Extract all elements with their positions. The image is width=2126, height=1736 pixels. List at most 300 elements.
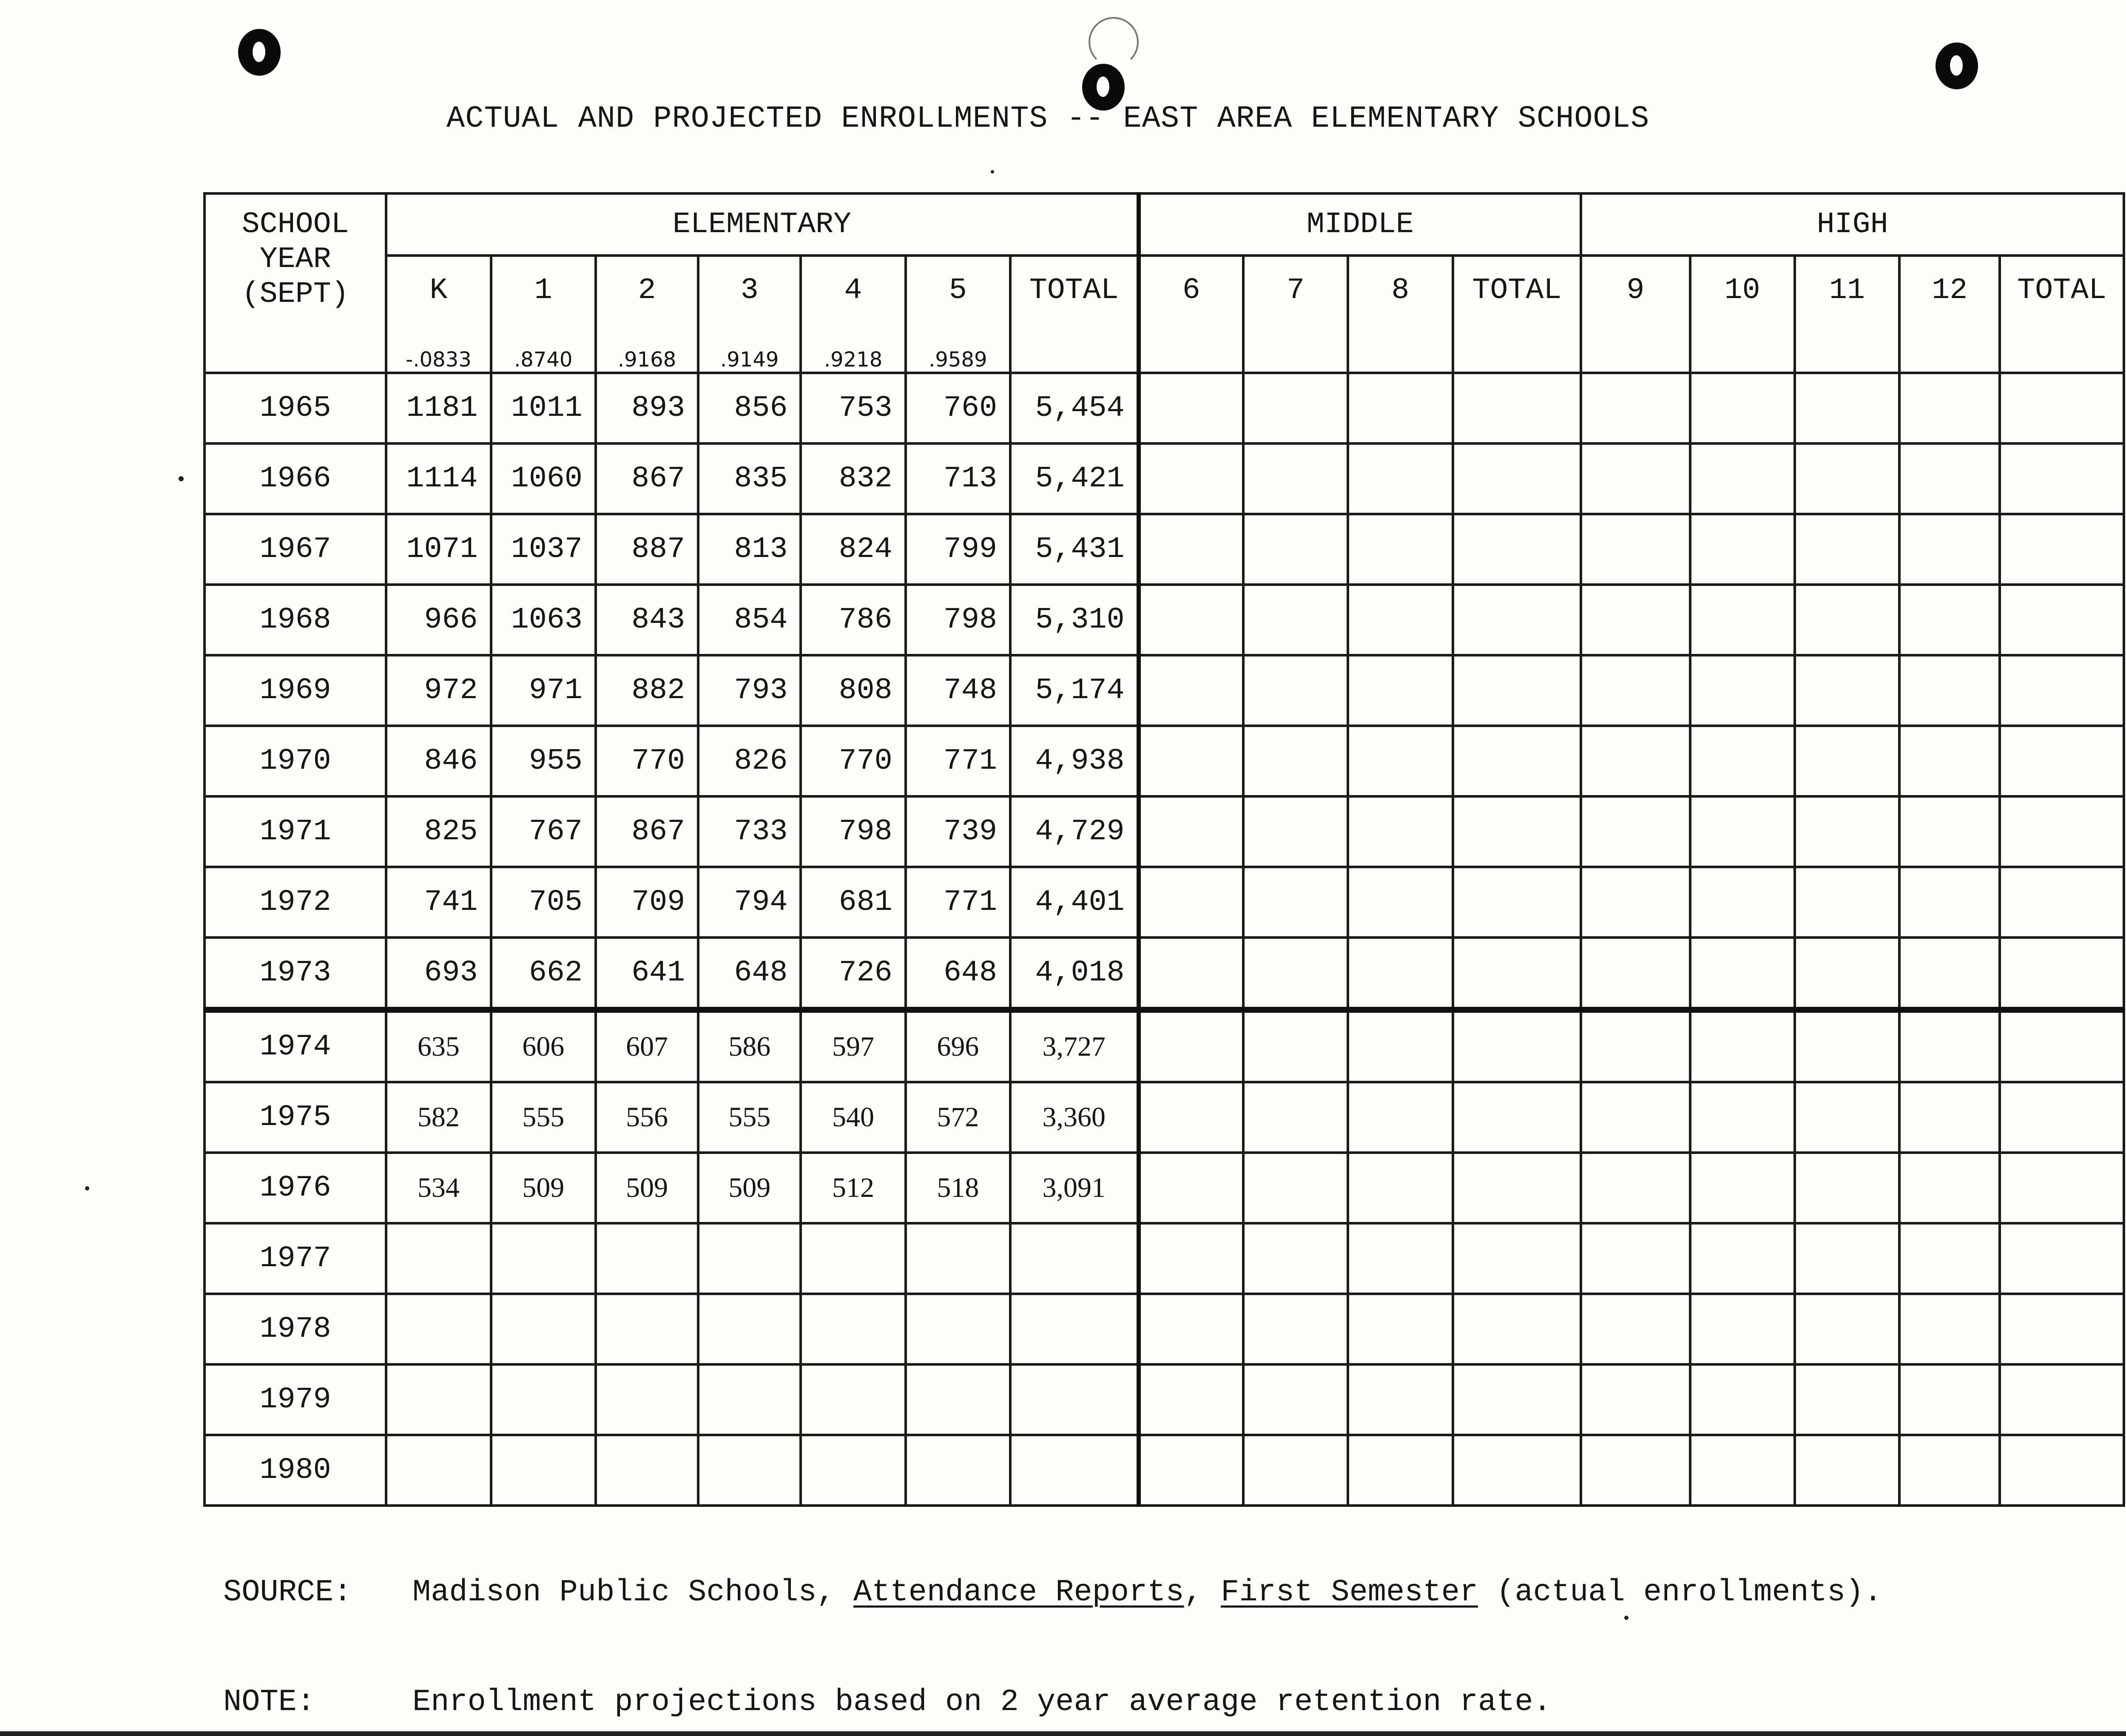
- empty-cell: [1139, 1294, 1243, 1364]
- empty-cell: [1348, 726, 1452, 796]
- elementary-header: ELEMENTARY: [386, 193, 1138, 256]
- scan-bottom-edge: [0, 1731, 2126, 1736]
- empty-cell: [1453, 655, 1581, 726]
- retention-rate-5: .9589: [906, 338, 1010, 373]
- empty-cell: [1139, 514, 1243, 585]
- empty-cell: [1139, 1364, 1243, 1435]
- table-row: [205, 373, 2124, 443]
- empty-cell: [1453, 1435, 1581, 1506]
- elementary-total-cell: 4,401: [1010, 867, 1139, 938]
- empty-cell: [1581, 938, 1690, 1010]
- table-row: [205, 726, 2124, 796]
- empty-cell: [1453, 1010, 1581, 1082]
- enrollment-cell-grade-2: 641: [596, 938, 698, 1010]
- school-year-cell: 1967: [205, 514, 386, 585]
- grade-header-11: 11: [1795, 256, 1899, 373]
- enrollment-cell-grade-4: [801, 1294, 905, 1364]
- middle-header: MIDDLE: [1139, 193, 1581, 256]
- empty-cell: [1453, 1294, 1581, 1364]
- enrollment-cell-grade-3: 835: [698, 443, 801, 514]
- enrollment-cell-grade-2: [596, 1435, 698, 1506]
- empty-cell: [1139, 1223, 1243, 1294]
- empty-cell: [1348, 1223, 1452, 1294]
- empty-cell: [1139, 726, 1243, 796]
- table-row: [205, 1223, 2124, 1294]
- middle-total-header: TOTAL: [1453, 256, 1581, 373]
- school-year-cell: 1965: [205, 373, 386, 443]
- source-underlined-2: First Semester: [1221, 1575, 1478, 1610]
- empty-cell: [1243, 867, 1348, 938]
- empty-cell: [1243, 938, 1348, 1010]
- empty-cell: [1690, 938, 1795, 1010]
- enrollment-cell-grade-4: 540: [801, 1082, 905, 1153]
- empty-cell: [1581, 1082, 1690, 1153]
- school-year-cell: 1969: [205, 655, 386, 726]
- empty-cell: [1899, 1223, 2000, 1294]
- enrollment-cell-grade-k: [386, 1223, 491, 1294]
- enrollment-cell-grade-5: [906, 1294, 1010, 1364]
- scan-speck: [179, 476, 184, 481]
- high-header: HIGH: [1581, 193, 2124, 256]
- enrollment-table: [203, 192, 2125, 1507]
- empty-cell: [1795, 585, 1899, 655]
- enrollment-cell-grade-2: 556: [596, 1082, 698, 1153]
- scan-speck: [1624, 1616, 1629, 1620]
- enrollment-cell-grade-3: 555: [698, 1082, 801, 1153]
- grade-header-12: 12: [1899, 256, 2000, 373]
- empty-cell: [1139, 585, 1243, 655]
- enrollment-cell-grade-2: 887: [596, 514, 698, 585]
- empty-cell: [1795, 1364, 1899, 1435]
- elementary-total-cell: 5,310: [1010, 585, 1139, 655]
- table-row: [205, 1153, 2124, 1223]
- enrollment-cell-grade-2: 770: [596, 726, 698, 796]
- enrollment-cell-grade-k: 1181: [386, 373, 491, 443]
- enrollment-cell-grade-4: 753: [801, 373, 905, 443]
- table-row: [205, 655, 2124, 726]
- elementary-total-cell: 5,431: [1010, 514, 1139, 585]
- enrollment-cell-grade-4: 786: [801, 585, 905, 655]
- scan-speck: [85, 1186, 89, 1190]
- table-row: [205, 938, 2124, 1010]
- enrollment-cell-grade-4: 597: [801, 1010, 905, 1082]
- empty-cell: [1690, 796, 1795, 867]
- empty-cell: [1581, 1223, 1690, 1294]
- empty-cell: [1795, 443, 1899, 514]
- enrollment-cell-grade-1: 955: [491, 726, 596, 796]
- empty-cell: [1243, 1082, 1348, 1153]
- retention-rate-3: .9149: [698, 338, 801, 373]
- scan-speck: [991, 170, 994, 173]
- elementary-total-cell: 4,938: [1010, 726, 1139, 796]
- empty-cell: [1453, 867, 1581, 938]
- empty-cell: [1243, 796, 1348, 867]
- enrollment-cell-grade-k: 1114: [386, 443, 491, 514]
- elementary-total-cell: [1010, 1364, 1139, 1435]
- grade-header-8: 8: [1348, 256, 1452, 373]
- empty-cell: [2000, 443, 2124, 514]
- empty-cell: [2000, 1010, 2124, 1082]
- elementary-total-header: TOTAL: [1010, 256, 1139, 373]
- empty-cell: [1899, 938, 2000, 1010]
- empty-cell: [1139, 1153, 1243, 1223]
- enrollment-cell-grade-4: 726: [801, 938, 905, 1010]
- grade-header-10: 10: [1690, 256, 1795, 373]
- high-total-header: TOTAL: [2000, 256, 2124, 373]
- enrollment-cell-grade-k: 1071: [386, 514, 491, 585]
- table-row: [205, 514, 2124, 585]
- table-row: [205, 867, 2124, 938]
- enrollment-cell-grade-5: 572: [906, 1082, 1010, 1153]
- enrollment-cell-grade-2: 509: [596, 1153, 698, 1223]
- enrollment-cell-grade-5: 771: [906, 867, 1010, 938]
- note-label: NOTE:: [223, 1685, 315, 1719]
- empty-cell: [1348, 1153, 1452, 1223]
- source-text-post: (actual enrollments).: [1478, 1575, 1882, 1610]
- enrollment-cell-grade-k: 582: [386, 1082, 491, 1153]
- enrollment-cell-grade-2: 607: [596, 1010, 698, 1082]
- enrollment-cell-grade-4: 808: [801, 655, 905, 726]
- empty-cell: [2000, 1364, 2124, 1435]
- enrollment-cell-grade-2: 867: [596, 443, 698, 514]
- empty-cell: [1899, 1082, 2000, 1153]
- enrollment-cell-grade-5: 696: [906, 1010, 1010, 1082]
- empty-cell: [1453, 373, 1581, 443]
- enrollment-cell-grade-4: 512: [801, 1153, 905, 1223]
- empty-cell: [1243, 443, 1348, 514]
- enrollment-cell-grade-1: 767: [491, 796, 596, 867]
- source-underlined-1: Attendance Reports: [853, 1575, 1184, 1610]
- source-text-mid: ,: [1184, 1575, 1221, 1610]
- empty-cell: [2000, 1153, 2124, 1223]
- enrollment-cell-grade-k: 825: [386, 796, 491, 867]
- retention-rate-k: -.0833: [386, 338, 491, 373]
- enrollment-cell-grade-k: 846: [386, 726, 491, 796]
- school-year-cell: 1974: [205, 1010, 386, 1082]
- empty-cell: [1348, 1435, 1452, 1506]
- empty-cell: [1581, 655, 1690, 726]
- empty-cell: [1243, 1223, 1348, 1294]
- empty-cell: [2000, 514, 2124, 585]
- empty-cell: [1348, 443, 1452, 514]
- school-year-cell: 1971: [205, 796, 386, 867]
- elementary-total-cell: 3,091: [1010, 1153, 1139, 1223]
- empty-cell: [1899, 1294, 2000, 1364]
- source-label: SOURCE:: [223, 1575, 352, 1610]
- enrollment-cell-grade-3: 854: [698, 585, 801, 655]
- empty-cell: [2000, 796, 2124, 867]
- table-row: [205, 1364, 2124, 1435]
- note-line: [223, 1684, 1882, 1720]
- enrollment-cell-grade-2: [596, 1294, 698, 1364]
- empty-cell: [1243, 514, 1348, 585]
- empty-cell: [1899, 867, 2000, 938]
- empty-cell: [1139, 1082, 1243, 1153]
- enrollment-cell-grade-4: 798: [801, 796, 905, 867]
- school-year-cell: 1976: [205, 1153, 386, 1223]
- empty-cell: [1139, 655, 1243, 726]
- enrollment-cell-grade-1: [491, 1364, 596, 1435]
- enrollment-cell-grade-2: 893: [596, 373, 698, 443]
- table-row: [205, 1435, 2124, 1506]
- elementary-total-cell: 5,454: [1010, 373, 1139, 443]
- enrollment-cell-grade-5: 798: [906, 585, 1010, 655]
- empty-cell: [1581, 1010, 1690, 1082]
- enrollment-cell-grade-1: 1063: [491, 585, 596, 655]
- grade-header-9: 9: [1581, 256, 1690, 373]
- enrollment-cell-grade-3: 794: [698, 867, 801, 938]
- empty-cell: [1139, 938, 1243, 1010]
- school-year-cell: 1978: [205, 1294, 386, 1364]
- enrollment-cell-grade-5: [906, 1435, 1010, 1506]
- empty-cell: [1899, 726, 2000, 796]
- empty-cell: [2000, 655, 2124, 726]
- retention-rate-2: .9168: [596, 338, 698, 373]
- empty-cell: [1581, 1294, 1690, 1364]
- enrollment-cell-grade-5: 739: [906, 796, 1010, 867]
- empty-cell: [1899, 1010, 2000, 1082]
- enrollment-cell-grade-4: 824: [801, 514, 905, 585]
- enrollment-cell-grade-k: [386, 1294, 491, 1364]
- title-separator: --: [1048, 101, 1123, 136]
- empty-cell: [1690, 1223, 1795, 1294]
- empty-cell: [1348, 867, 1452, 938]
- school-year-header: [205, 193, 386, 373]
- enrollment-cell-grade-5: 771: [906, 726, 1010, 796]
- empty-cell: [1243, 1435, 1348, 1506]
- title-left: ACTUAL AND PROJECTED ENROLLMENTS: [446, 101, 1048, 136]
- table-row: [205, 796, 2124, 867]
- empty-cell: [1899, 514, 2000, 585]
- enrollment-cell-grade-k: 966: [386, 585, 491, 655]
- empty-cell: [1243, 585, 1348, 655]
- grade-header-5: 5: [906, 256, 1010, 338]
- empty-cell: [1453, 443, 1581, 514]
- elementary-total-cell: 4,018: [1010, 938, 1139, 1010]
- school-year-cell: 1972: [205, 867, 386, 938]
- enrollment-cell-grade-2: 867: [596, 796, 698, 867]
- enrollment-cell-grade-3: 826: [698, 726, 801, 796]
- elementary-total-cell: [1010, 1435, 1139, 1506]
- empty-cell: [1795, 1082, 1899, 1153]
- enrollment-cell-grade-1: [491, 1223, 596, 1294]
- empty-cell: [1795, 796, 1899, 867]
- school-year-cell: 1968: [205, 585, 386, 655]
- school-year-cell: 1966: [205, 443, 386, 514]
- enrollment-cell-grade-3: 648: [698, 938, 801, 1010]
- empty-cell: [1243, 1010, 1348, 1082]
- punch-hole-right: [1936, 43, 1978, 89]
- empty-cell: [1581, 867, 1690, 938]
- table-row: [205, 585, 2124, 655]
- school-year-cell: 1973: [205, 938, 386, 1010]
- empty-cell: [1690, 1294, 1795, 1364]
- enrollment-cell-grade-4: [801, 1364, 905, 1435]
- grade-header-7: 7: [1243, 256, 1348, 373]
- enrollment-cell-grade-5: 648: [906, 938, 1010, 1010]
- enrollment-cell-grade-3: 793: [698, 655, 801, 726]
- year-header-line-3: (SEPT): [242, 278, 349, 311]
- empty-cell: [1243, 1153, 1348, 1223]
- school-year-cell: 1975: [205, 1082, 386, 1153]
- empty-cell: [1795, 938, 1899, 1010]
- empty-cell: [1690, 1010, 1795, 1082]
- empty-cell: [1139, 796, 1243, 867]
- table-row: [205, 1294, 2124, 1364]
- empty-cell: [1581, 726, 1690, 796]
- retention-rate-1: .8740: [491, 338, 596, 373]
- elementary-total-cell: 5,421: [1010, 443, 1139, 514]
- empty-cell: [1348, 796, 1452, 867]
- empty-cell: [1795, 1153, 1899, 1223]
- punch-hole-center-outline: [1089, 17, 1139, 67]
- enrollment-cell-grade-4: 770: [801, 726, 905, 796]
- empty-cell: [2000, 373, 2124, 443]
- empty-cell: [1348, 1294, 1452, 1364]
- punch-hole-left: [238, 29, 281, 76]
- empty-cell: [1348, 938, 1452, 1010]
- school-year-cell: 1980: [205, 1435, 386, 1506]
- grade-header-6: 6: [1139, 256, 1243, 373]
- empty-cell: [1795, 1435, 1899, 1506]
- empty-cell: [2000, 1223, 2124, 1294]
- source-text-pre: Madison Public Schools,: [412, 1575, 853, 1610]
- enrollment-cell-grade-k: 534: [386, 1153, 491, 1223]
- school-year-cell: 1979: [205, 1364, 386, 1435]
- empty-cell: [1348, 373, 1452, 443]
- empty-cell: [1581, 514, 1690, 585]
- elementary-total-cell: 3,360: [1010, 1082, 1139, 1153]
- header-row-grades: [205, 256, 2124, 338]
- empty-cell: [1690, 726, 1795, 796]
- empty-cell: [1690, 443, 1795, 514]
- empty-cell: [1581, 585, 1690, 655]
- enrollment-cell-grade-5: 518: [906, 1153, 1010, 1223]
- enrollment-cell-grade-1: 662: [491, 938, 596, 1010]
- empty-cell: [1453, 585, 1581, 655]
- enrollment-cell-grade-2: 709: [596, 867, 698, 938]
- table-row: [205, 1082, 2124, 1153]
- enrollment-cell-grade-3: [698, 1364, 801, 1435]
- empty-cell: [1453, 1082, 1581, 1153]
- empty-cell: [1795, 514, 1899, 585]
- enrollment-cell-grade-k: [386, 1364, 491, 1435]
- empty-cell: [2000, 1082, 2124, 1153]
- enrollment-cell-grade-3: [698, 1223, 801, 1294]
- grade-header-2: 2: [596, 256, 698, 338]
- empty-cell: [1453, 1364, 1581, 1435]
- empty-cell: [1348, 514, 1452, 585]
- grade-header-k: K: [386, 256, 491, 338]
- elementary-total-cell: [1010, 1223, 1139, 1294]
- enrollment-cell-grade-5: 799: [906, 514, 1010, 585]
- empty-cell: [1139, 867, 1243, 938]
- empty-cell: [2000, 1435, 2124, 1506]
- empty-cell: [1348, 1364, 1452, 1435]
- year-header-line-2: YEAR: [259, 243, 331, 276]
- empty-cell: [1581, 1364, 1690, 1435]
- enrollment-cell-grade-2: 843: [596, 585, 698, 655]
- empty-cell: [1581, 373, 1690, 443]
- grade-header-4: 4: [801, 256, 905, 338]
- elementary-total-cell: [1010, 1294, 1139, 1364]
- empty-cell: [1795, 1223, 1899, 1294]
- empty-cell: [2000, 867, 2124, 938]
- enrollment-cell-grade-5: [906, 1223, 1010, 1294]
- empty-cell: [1453, 514, 1581, 585]
- empty-cell: [1243, 1364, 1348, 1435]
- enrollment-cell-grade-3: 586: [698, 1010, 801, 1082]
- empty-cell: [1453, 938, 1581, 1010]
- empty-cell: [1690, 867, 1795, 938]
- empty-cell: [1899, 373, 2000, 443]
- enrollment-cell-grade-2: [596, 1364, 698, 1435]
- enrollment-cell-grade-5: [906, 1364, 1010, 1435]
- enrollment-cell-grade-4: 832: [801, 443, 905, 514]
- elementary-total-cell: 3,727: [1010, 1010, 1139, 1082]
- enrollment-cell-grade-3: 733: [698, 796, 801, 867]
- grade-header-3: 3: [698, 256, 801, 338]
- empty-cell: [1690, 585, 1795, 655]
- empty-cell: [1453, 796, 1581, 867]
- enrollment-cell-grade-4: 681: [801, 867, 905, 938]
- empty-cell: [2000, 1294, 2124, 1364]
- empty-cell: [1453, 1153, 1581, 1223]
- empty-cell: [1243, 726, 1348, 796]
- enrollment-cell-grade-3: 856: [698, 373, 801, 443]
- enrollment-cell-grade-k: 972: [386, 655, 491, 726]
- empty-cell: [1795, 867, 1899, 938]
- enrollment-cell-grade-5: 713: [906, 443, 1010, 514]
- empty-cell: [1690, 1364, 1795, 1435]
- empty-cell: [1453, 1223, 1581, 1294]
- empty-cell: [1795, 1294, 1899, 1364]
- empty-cell: [1243, 655, 1348, 726]
- enrollment-cell-grade-k: 635: [386, 1010, 491, 1082]
- empty-cell: [1139, 1435, 1243, 1506]
- grade-header-1: 1: [491, 256, 596, 338]
- empty-cell: [1348, 655, 1452, 726]
- empty-cell: [1690, 373, 1795, 443]
- table-body: [205, 373, 2124, 1506]
- footer-notes: [223, 1501, 1882, 1736]
- table-row: [205, 1010, 2124, 1082]
- empty-cell: [1795, 373, 1899, 443]
- empty-cell: [1899, 655, 2000, 726]
- enrollment-cell-grade-2: 882: [596, 655, 698, 726]
- empty-cell: [1139, 1010, 1243, 1082]
- enrollment-cell-grade-3: 813: [698, 514, 801, 585]
- enrollment-cell-grade-1: 1060: [491, 443, 596, 514]
- empty-cell: [2000, 938, 2124, 1010]
- empty-cell: [1139, 373, 1243, 443]
- empty-cell: [1899, 796, 2000, 867]
- retention-rate-4: .9218: [801, 338, 905, 373]
- enrollment-cell-grade-3: [698, 1294, 801, 1364]
- empty-cell: [1348, 1010, 1452, 1082]
- note-text: Enrollment projections based on 2 year average retention rate.: [412, 1685, 1552, 1719]
- title-right: EAST AREA ELEMENTARY SCHOOLS: [1123, 101, 1650, 136]
- empty-cell: [1690, 1082, 1795, 1153]
- empty-cell: [1243, 1294, 1348, 1364]
- enrollment-cell-grade-5: 760: [906, 373, 1010, 443]
- empty-cell: [1139, 443, 1243, 514]
- empty-cell: [1348, 1082, 1452, 1153]
- enrollment-cell-grade-4: [801, 1223, 905, 1294]
- header-row-sections: [205, 193, 2124, 256]
- empty-cell: [1581, 443, 1690, 514]
- school-year-cell: 1970: [205, 726, 386, 796]
